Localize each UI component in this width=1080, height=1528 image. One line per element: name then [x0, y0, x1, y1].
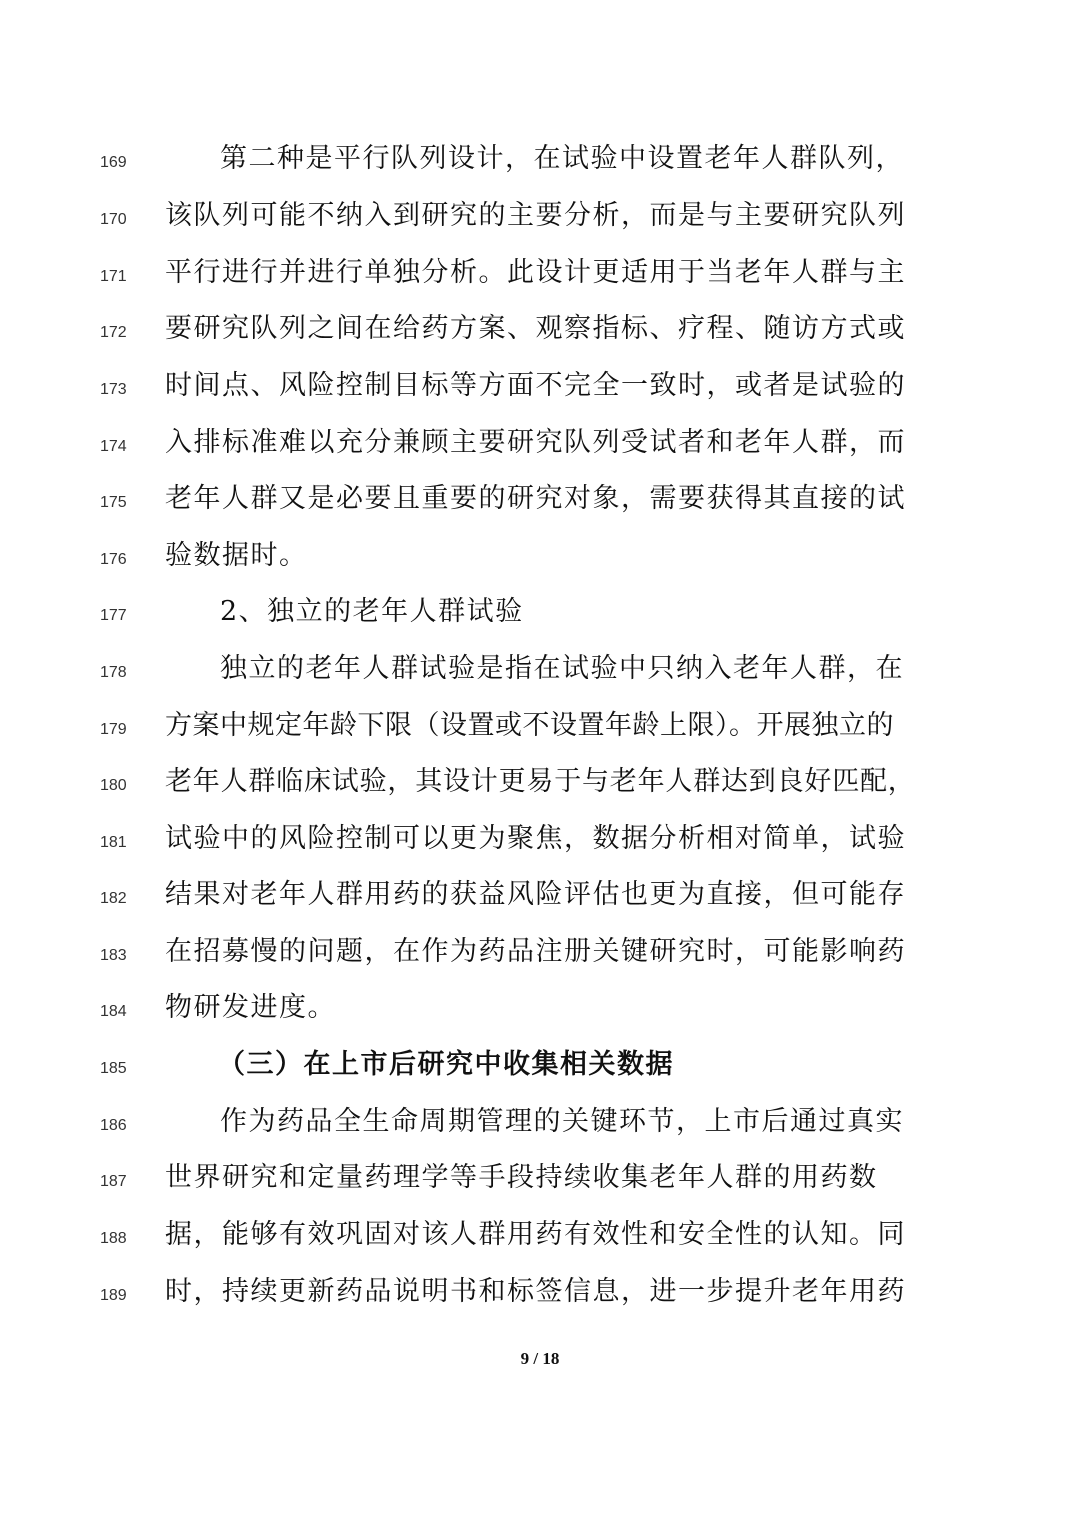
line-text: 第二种是平行队列设计，在试验中设置老年人群队列，	[220, 143, 904, 174]
line-number: 182	[100, 890, 127, 907]
line-number: 174	[100, 438, 127, 455]
line-text: 在招募慢的问题，在作为药品注册关键研究时，可能影响药	[165, 936, 906, 967]
page-number: 9 / 18	[520, 1349, 560, 1368]
line-text: 物研发进度。	[165, 992, 336, 1023]
subsection-heading: 2、独立的老年人群试验	[220, 596, 524, 627]
line-number: 175	[100, 494, 127, 511]
line-text: 结果对老年人群用药的获益风险评估也更为直接，但可能存	[165, 879, 906, 910]
line-text: 该队列可能不纳入到研究的主要分析，而是与主要研究队列	[165, 200, 906, 231]
line-number: 189	[100, 1287, 127, 1304]
line-number: 188	[100, 1230, 127, 1247]
line-number: 169	[100, 154, 127, 171]
line-number: 176	[100, 551, 127, 568]
line-text: 独立的老年人群试验是指在试验中只纳入老年人群，在	[220, 653, 904, 684]
line-text: 据，能够有效巩固对该人群用药有效性和安全性的认知。同	[165, 1219, 906, 1250]
line-number: 178	[100, 664, 127, 681]
section-heading: （三）在上市后研究中收集相关数据	[218, 1049, 674, 1080]
line-text: 入排标准难以充分兼顾主要研究队列受试者和老年人群，而	[165, 427, 906, 458]
line-number: 181	[100, 834, 127, 851]
line-number: 172	[100, 324, 127, 341]
line-number: 173	[100, 381, 127, 398]
line-text: 验数据时。	[165, 540, 308, 571]
line-text: 世界研究和定量药理学等手段持续收集老年人群的用药数	[165, 1162, 878, 1193]
line-text: 平行进行并进行单独分析。此设计更适用于当老年人群与主	[165, 257, 906, 288]
line-number: 177	[100, 607, 127, 624]
line-number: 171	[100, 268, 127, 285]
line-number: 185	[100, 1060, 127, 1077]
line-text: 老年人群临床试验，其设计更易于与老年人群达到良好匹配，	[165, 766, 916, 797]
line-number: 179	[100, 721, 127, 738]
line-number: 187	[100, 1173, 127, 1190]
line-189	[0, 1276, 1080, 1343]
line-text: 方案中规定年龄下限（设置或不设置年龄上限）。开展独立的	[165, 710, 894, 741]
line-text: 试验中的风险控制可以更为聚焦，数据分析相对简单，试验	[165, 823, 906, 854]
line-text: 时，持续更新药品说明书和标签信息，进一步提升老年用药	[165, 1276, 906, 1307]
line-text: 作为药品全生命周期管理的关键环节，上市后通过真实	[220, 1106, 904, 1137]
line-number: 170	[100, 211, 127, 228]
line-text: 时间点、风险控制目标等方面不完全一致时，或者是试验的	[165, 370, 906, 401]
line-number: 180	[100, 777, 127, 794]
line-number: 183	[100, 947, 127, 964]
line-text: 老年人群又是必要且重要的研究对象，需要获得其直接的试	[165, 483, 906, 514]
line-number: 186	[100, 1117, 127, 1134]
line-number: 184	[100, 1003, 127, 1020]
line-text: 要研究队列之间在给药方案、观察指标、疗程、随访方式或	[165, 313, 906, 344]
